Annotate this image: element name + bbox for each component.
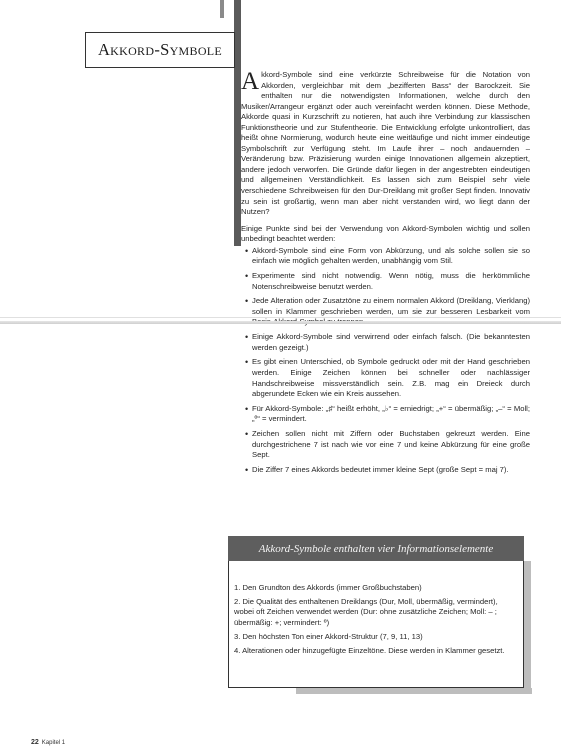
gutter-accent-top xyxy=(220,0,224,18)
bullet-icon: • xyxy=(245,245,249,256)
intro-paragraph xyxy=(241,70,530,218)
list-item: • Für Akkord-Symbole: „♯“ heißt erhöht, „♭“ = erniedrigt; „+“ = übermäßig; „–“ = Moll; „º“ = vermindert. xyxy=(245,403,530,424)
gutter-accent-bar xyxy=(234,0,241,246)
bullet-icon: • xyxy=(245,403,249,414)
page-footer xyxy=(31,739,65,746)
points-intro: Einige Punkte sind bei der Verwendung von Akkord-Symbolen wichtig und sollen unbedingt beachtet werden: xyxy=(241,223,530,244)
scan-artifact-band xyxy=(0,321,561,324)
list-item: • Akkord-Symbole sind eine Form von Abkürzung, und als solche sollen sie so einfach wie möglich gehalten werden, unabhängig vom Stil. xyxy=(245,245,530,266)
page-number: 22 xyxy=(31,739,39,746)
info-box-title xyxy=(228,536,524,561)
bullet-icon: • xyxy=(245,357,249,368)
list-item: 4. Alterationen oder hinzugefügte Einzeltöne. Diese werden in Klammer gesetzt. xyxy=(234,645,505,655)
list-item: • Einige Akkord-Symbole sind verwirrend oder einfach falsch. (Die bekanntesten werden gezeigt.) xyxy=(245,332,530,352)
chapter-label: Kapitel 1 xyxy=(41,740,66,746)
section-heading-text: Akkord-Symbole xyxy=(97,40,223,59)
bullet-icon: • xyxy=(245,429,249,440)
scan-artifact-line xyxy=(0,317,561,318)
bullet-list xyxy=(241,246,530,476)
info-box-list xyxy=(234,583,510,659)
list-item: • Experimente sind nicht notwendig. Wenn nötig, muss die herkömmliche Notenschreibweise benutzt werden. xyxy=(245,271,530,291)
info-box-shadow-side xyxy=(524,561,531,694)
list-item: • Es gibt einen Unterschied, ob Symbole gedruckt oder mit der Hand geschrieben werden. Einige Zeichen können bei schneller oder nachlässiger Handschreibweise missverständlich sein. Z.B. mag ein Dreieck durch abgerundete Ecken wie ein Kreis aussehen. xyxy=(245,357,530,399)
list-item: • Die Ziffer 7 eines Akkords bedeutet immer kleine Sept (große Sept = maj 7). xyxy=(245,464,509,475)
info-box-shadow-bottom xyxy=(296,688,532,694)
intro-paragraph-text: kkord-Symbole sind eine verkürzte Schreibweise für die Notation von Akkorden, vergleichbar mit dem „bezifferten Bass“ der Barockzeit. Sie enthalten nur die notwendigsten Informationen, welche durch den Musiker/Arrangeur ergänzt oder auch vereinfacht werden können. Diese Methode, Akkorde quasi in Kurzschrift zu notieren, hat auch ihre Verbindung zur klassischen Funktionstheorie und zur Stufentheorie. Die Entwicklung erfolgte unkontrolliert, das heißt ohne Normierung, wodurch heute eine weitläufige und nicht immer eindeutige Symbolschrift zur Verfügung steht. Im Laufe ihrer – noch andauernden – Veränderung bzw. Präzisierung wurden einige Innovationen allgemein akzeptiert, andere jedoch verworfen. Die Gründe dafür liegen in der angestrebten eindeutigen und allgemeinen Verständlichkeit. Es lassen sich zum Beispiel sehr viele verschiedene Schreibweisen für den Dur-Dreiklang mit großer Sept finden. Innovativ zu sein ist großartig, wenn man aber nicht verstanden wird, wo liegt dann der Nutzen? xyxy=(241,70,530,217)
body-text xyxy=(241,70,530,480)
list-item: 1. Den Grundton des Akkords (immer Großbuchstaben) xyxy=(234,583,422,592)
list-item: • Zeichen sollen nicht mit Ziffern oder Buchstaben gekreuzt werden. Eine durchgestrichene 7 ist nach wie vor eine 7 und keine Abkürzung für eine große Sept. xyxy=(245,429,530,460)
list-item: 3. Den höchsten Ton einer Akkord-Struktur (7, 9, 11, 13) xyxy=(234,631,423,641)
list-item: • Jede Alteration oder Zusatztöne zu einem normalen Akkord (Dreiklang, Vierklang) sollen in Klammer geschrieben werden, um sie zur besseren Lesbarkeit vom xyxy=(245,296,530,316)
bullet-icon: • xyxy=(245,296,249,307)
info-box-title-text: Akkord-Symbole enthalten vier Informationselemente xyxy=(258,542,494,555)
dropcap: A xyxy=(241,68,260,95)
section-heading xyxy=(85,32,235,68)
bullet-icon: • xyxy=(245,271,249,282)
list-item: 2. Die Qualität des enthaltenen Dreiklangs (Dur, Moll, übermäßig, vermindert), wobei oft Zeichen verwendet werden (Dur: ohne zusätzliche Zeichen; Moll: – ; übermäßig: +; vermindert: º) xyxy=(234,596,498,627)
bullet-icon: • xyxy=(245,464,249,475)
bullet-icon: • xyxy=(245,332,249,343)
